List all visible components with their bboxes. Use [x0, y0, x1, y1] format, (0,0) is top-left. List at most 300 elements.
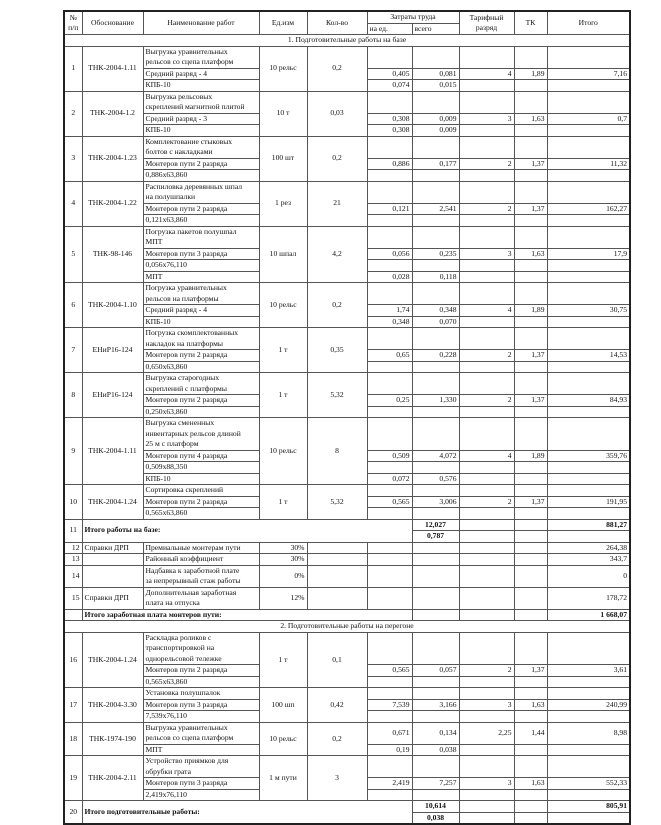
- row-total: 3,61: [547, 665, 630, 677]
- extra-row: [64, 542, 630, 554]
- row-unit: 10 рельс: [259, 46, 307, 91]
- labor-per-unit: 0,308: [367, 113, 412, 125]
- row-total: 30,75: [547, 305, 630, 317]
- grade: 3: [459, 778, 514, 790]
- grade: [459, 632, 514, 665]
- labor-total: [412, 789, 459, 801]
- section-title: 2. Подготовительные работы на перегоне: [64, 621, 630, 633]
- tk-coef: [514, 756, 547, 778]
- row-total: 7,16: [547, 68, 630, 80]
- labor-total: 0,015: [412, 80, 459, 92]
- grade: 2: [459, 665, 514, 677]
- tk-coef: 1,63: [514, 699, 547, 711]
- grade: [459, 215, 514, 227]
- row-total: [547, 283, 630, 305]
- work-name: Средний разряд - 3: [143, 113, 259, 125]
- work-name: Монтеров пути 3 разряда: [143, 778, 259, 790]
- row-number: 13: [64, 554, 82, 566]
- row-total: 17,9: [547, 248, 630, 260]
- header-labor-total: всего: [412, 23, 459, 35]
- empty-cell: [307, 542, 367, 554]
- row-total: [547, 215, 630, 227]
- tk-coef: [514, 80, 547, 92]
- labor-total: 0,228: [412, 350, 459, 362]
- labor-total: [412, 406, 459, 418]
- row-number: 7: [64, 328, 82, 373]
- grade: [459, 373, 514, 395]
- tk-coef: 1,37: [514, 158, 547, 170]
- empty-cell: [459, 587, 514, 609]
- table-row: [64, 328, 630, 350]
- tk-coef: [514, 812, 547, 824]
- row-total: 359,76: [547, 450, 630, 462]
- labor-per-unit: [367, 711, 412, 723]
- tk-coef: 1,37: [514, 395, 547, 407]
- row-qty: 0,42: [307, 688, 367, 723]
- work-name: 0,886x63,860: [143, 170, 259, 182]
- empty-cell: [514, 587, 547, 609]
- row-code: ТНК-2004-1.24: [82, 632, 143, 688]
- tk-coef: 1,89: [514, 305, 547, 317]
- labor-total: 7,257: [412, 778, 459, 790]
- work-name: Средний разряд - 4: [143, 305, 259, 317]
- tk-coef: [514, 789, 547, 801]
- row-total: 84,93: [547, 395, 630, 407]
- empty-cell: [459, 542, 514, 554]
- row-total: [547, 136, 630, 158]
- grade: [459, 609, 514, 621]
- grade: 2: [459, 203, 514, 215]
- grade: 3: [459, 113, 514, 125]
- row-unit: 1 рез: [259, 181, 307, 226]
- empty-cell: [459, 554, 514, 566]
- row-number: 17: [64, 688, 82, 723]
- labor-per-unit: [367, 373, 412, 395]
- total-row: [64, 801, 630, 813]
- work-name: Монтеров пути 4 разряда: [143, 450, 259, 462]
- empty-cell: [367, 542, 412, 554]
- row-number: 19: [64, 756, 82, 801]
- row-total: 240,99: [547, 699, 630, 711]
- table-row: [64, 418, 630, 451]
- row-total: [547, 744, 630, 756]
- labor-total: [412, 418, 459, 451]
- extra-row: [64, 554, 630, 566]
- tk-coef: [514, 519, 547, 531]
- row-total: [547, 373, 630, 395]
- grade: 2: [459, 496, 514, 508]
- labor-total: 2,541: [412, 203, 459, 215]
- work-name: Погрузка пакетов полушпал МПТ: [143, 226, 259, 248]
- labor-per-unit: [367, 508, 412, 520]
- labor-total: [412, 632, 459, 665]
- grade: [459, 170, 514, 182]
- row-total: [547, 406, 630, 418]
- grade: [459, 462, 514, 474]
- work-name: Раскладка роликов с транспортировкой на однорельсовой тележке: [143, 632, 259, 665]
- empty-cell: [514, 565, 547, 587]
- row-percent: 30%: [259, 554, 307, 566]
- labor-per-unit: [367, 756, 412, 778]
- tk-coef: [514, 632, 547, 665]
- row-code: [82, 565, 143, 587]
- labor-total: [412, 91, 459, 113]
- tk-coef: [514, 271, 547, 283]
- tk-coef: [514, 609, 547, 621]
- row-number: [64, 609, 82, 621]
- work-name: Выгрузка уравнительных рельсов со сцепа платформ: [143, 46, 259, 68]
- row-total: [547, 508, 630, 520]
- work-name: Районный коэффициент: [143, 554, 259, 566]
- labor-total: 0,348: [412, 305, 459, 317]
- section-title: 1. Подготовительные работы на базе: [64, 35, 630, 47]
- grade: [459, 91, 514, 113]
- work-name: 2,419x76,110: [143, 789, 259, 801]
- work-name: Монтеров пути 2 разряда: [143, 203, 259, 215]
- row-number: 9: [64, 418, 82, 485]
- grade: [459, 756, 514, 778]
- labor-total: 0,038: [412, 812, 459, 824]
- labor-total: [412, 485, 459, 497]
- grade: 4: [459, 68, 514, 80]
- labor-total: 0,038: [412, 744, 459, 756]
- row-number: 20: [64, 801, 82, 825]
- row-unit: 10 рельс: [259, 722, 307, 756]
- row-number: 10: [64, 485, 82, 520]
- header-labor-unit: на ед.: [367, 23, 412, 35]
- labor-per-unit: 0,121: [367, 203, 412, 215]
- work-name: 0,650x63,860: [143, 361, 259, 373]
- row-unit: 10 т: [259, 91, 307, 136]
- labor-total: [412, 260, 459, 272]
- row-qty: 3: [307, 756, 367, 801]
- labor-per-unit: [367, 462, 412, 474]
- grade: 2: [459, 350, 514, 362]
- work-name: 0,250x63,860: [143, 406, 259, 418]
- total-label: Итого работы на базе:: [82, 519, 412, 542]
- grade: 4: [459, 305, 514, 317]
- labor-per-unit: [367, 361, 412, 373]
- work-name: КПБ-10: [143, 316, 259, 328]
- row-code: ТНК-2004-1.24: [82, 485, 143, 520]
- row-percent: 0%: [259, 565, 307, 587]
- grade: [459, 744, 514, 756]
- grade: [459, 181, 514, 203]
- labor-per-unit: [367, 181, 412, 203]
- row-code: ТНК-2004-1.11: [82, 46, 143, 91]
- row-qty: 5,32: [307, 485, 367, 520]
- labor-per-unit: [367, 46, 412, 68]
- row-number: 8: [64, 373, 82, 418]
- labor-total: [412, 676, 459, 688]
- row-code: ЕНиР16-124: [82, 328, 143, 373]
- extra-row: [64, 565, 630, 587]
- labor-per-unit: [367, 283, 412, 305]
- row-total: [547, 485, 630, 497]
- tk-coef: [514, 316, 547, 328]
- labor-per-unit: 0,056: [367, 248, 412, 260]
- grade: [459, 46, 514, 68]
- work-name: Установка полушпалок: [143, 688, 259, 700]
- table-row: [64, 226, 630, 248]
- labor-total: 10,614: [412, 801, 459, 813]
- row-total: [547, 711, 630, 723]
- row-unit: 10 шпал: [259, 226, 307, 283]
- tk-coef: [514, 260, 547, 272]
- row-qty: 0,2: [307, 46, 367, 91]
- labor-total: 0,081: [412, 68, 459, 80]
- row-unit: 1 т: [259, 485, 307, 520]
- row-qty: 0,2: [307, 722, 367, 756]
- row-unit: 10 рельс: [259, 283, 307, 328]
- empty-cell: [412, 587, 459, 609]
- tk-coef: [514, 688, 547, 700]
- tk-coef: [514, 531, 547, 543]
- row-code: ТНК-2004-1.22: [82, 181, 143, 226]
- labor-per-unit: 0,028: [367, 271, 412, 283]
- row-unit: 1 т: [259, 373, 307, 418]
- tk-coef: 1,63: [514, 248, 547, 260]
- work-name: Монтеров пути 3 разряда: [143, 248, 259, 260]
- work-name: Погрузка скомплектованных накладок на платформы: [143, 328, 259, 350]
- work-name: КПБ-10: [143, 473, 259, 485]
- row-total: 1 668,07: [547, 609, 630, 621]
- total-label: Итого подготовительные работы:: [82, 801, 412, 825]
- grade: [459, 316, 514, 328]
- row-code: ТНК-1974-190: [82, 722, 143, 756]
- row-total: 0: [547, 565, 630, 587]
- row-qty: 0,2: [307, 136, 367, 181]
- row-total: 552,33: [547, 778, 630, 790]
- labor-per-unit: 0,25: [367, 395, 412, 407]
- row-code: Справки ДРП: [82, 587, 143, 609]
- section-row: [64, 621, 630, 633]
- work-name: 0,056x76,110: [143, 260, 259, 272]
- grade: [459, 789, 514, 801]
- row-unit: 10 рельс: [259, 418, 307, 485]
- tk-coef: [514, 406, 547, 418]
- labor-total: 0,134: [412, 722, 459, 744]
- work-name: Монтеров пути 3 разряда: [143, 699, 259, 711]
- labor-per-unit: 0,308: [367, 125, 412, 137]
- row-number: 5: [64, 226, 82, 283]
- row-unit: 1 т: [259, 632, 307, 688]
- row-code: ТНК-98-146: [82, 226, 143, 283]
- grade: [459, 711, 514, 723]
- grade: 3: [459, 699, 514, 711]
- labor-per-unit: [367, 789, 412, 801]
- grade: 2: [459, 158, 514, 170]
- grade: [459, 283, 514, 305]
- tk-coef: [514, 744, 547, 756]
- tk-coef: 1,37: [514, 496, 547, 508]
- work-name: КПБ-10: [143, 125, 259, 137]
- empty-cell: [367, 587, 412, 609]
- estimate-table: [63, 10, 631, 825]
- tk-coef: [514, 136, 547, 158]
- labor-total: [412, 226, 459, 248]
- row-total: [547, 531, 630, 543]
- row-qty: 5,32: [307, 373, 367, 418]
- labor-total: 0,576: [412, 473, 459, 485]
- row-code: ТНК-2004-1.11: [82, 418, 143, 485]
- empty-cell: [307, 565, 367, 587]
- labor-per-unit: [367, 485, 412, 497]
- labor-total: [412, 136, 459, 158]
- labor-per-unit: 0,405: [367, 68, 412, 80]
- tk-coef: [514, 91, 547, 113]
- tk-coef: 1,89: [514, 68, 547, 80]
- header-labor: Затраты труда: [367, 11, 459, 23]
- table-row: [64, 46, 630, 68]
- row-number: 1: [64, 46, 82, 91]
- row-total: 14,53: [547, 350, 630, 362]
- tk-coef: [514, 125, 547, 137]
- empty-cell: [307, 587, 367, 609]
- labor-total: [412, 373, 459, 395]
- table-row: [64, 283, 630, 305]
- labor-total: [412, 361, 459, 373]
- labor-total: 1,330: [412, 395, 459, 407]
- row-total: [547, 676, 630, 688]
- row-code: Справки ДРП: [82, 542, 143, 554]
- labor-per-unit: [367, 136, 412, 158]
- grade: [459, 328, 514, 350]
- empty-cell: [412, 554, 459, 566]
- header-total: Итого: [547, 11, 630, 35]
- row-total: 264,38: [547, 542, 630, 554]
- tk-coef: 1,63: [514, 778, 547, 790]
- row-total: 8,98: [547, 722, 630, 744]
- grade: 2: [459, 395, 514, 407]
- work-name: Выгрузка смененных инвентарных рельсов длиной 25 м с платформ: [143, 418, 259, 451]
- row-number: 15: [64, 587, 82, 609]
- labor-total: [412, 283, 459, 305]
- row-qty: 4,2: [307, 226, 367, 283]
- labor-per-unit: [367, 632, 412, 665]
- row-number: 18: [64, 722, 82, 756]
- labor-total: [412, 215, 459, 227]
- labor-total: [412, 711, 459, 723]
- labor-per-unit: 2,419: [367, 778, 412, 790]
- row-total: [547, 462, 630, 474]
- row-qty: 0,03: [307, 91, 367, 136]
- grade: [459, 473, 514, 485]
- labor-total: [412, 170, 459, 182]
- table-row: [64, 181, 630, 203]
- row-code: ТНК-2004-1.23: [82, 136, 143, 181]
- row-total: [547, 170, 630, 182]
- labor-per-unit: [367, 406, 412, 418]
- work-name: Распиловка деревянных шпал на полушпалки: [143, 181, 259, 203]
- table-row: [64, 485, 630, 497]
- work-name: Дополнительная заработная плата на отпуска: [143, 587, 259, 609]
- tk-coef: [514, 46, 547, 68]
- work-name: 7,539x76,110: [143, 711, 259, 723]
- row-total: 162,27: [547, 203, 630, 215]
- labor-total: 0,009: [412, 113, 459, 125]
- header-num: № п/п: [64, 11, 82, 35]
- row-total: [547, 756, 630, 778]
- row-total: [547, 812, 630, 824]
- work-name: Выгрузка старогодных скреплений с платформы: [143, 373, 259, 395]
- work-name: 0,565x63,860: [143, 508, 259, 520]
- labor-per-unit: 0,074: [367, 80, 412, 92]
- tk-coef: [514, 170, 547, 182]
- labor-total: 12,027: [412, 519, 459, 531]
- empty-cell: [367, 554, 412, 566]
- row-total: [547, 688, 630, 700]
- empty-cell: [367, 565, 412, 587]
- header-unit: Ед.изм: [259, 11, 307, 35]
- row-number: 14: [64, 565, 82, 587]
- row-total: [547, 91, 630, 113]
- row-total: 881,27: [547, 519, 630, 531]
- row-percent: 12%: [259, 587, 307, 609]
- row-total: [547, 181, 630, 203]
- labor-total: [412, 46, 459, 68]
- grade: [459, 260, 514, 272]
- header-code: Обоснование: [82, 11, 143, 35]
- row-total: [547, 473, 630, 485]
- row-qty: 0,35: [307, 328, 367, 373]
- grade: [459, 688, 514, 700]
- row-qty: 0,2: [307, 283, 367, 328]
- work-name: Монтеров пути 2 разряда: [143, 158, 259, 170]
- row-code: ТНК-2004-3.30: [82, 688, 143, 723]
- work-name: МПТ: [143, 271, 259, 283]
- work-name: КПБ-10: [143, 80, 259, 92]
- labor-total: [412, 756, 459, 778]
- labor-per-unit: [367, 226, 412, 248]
- row-total: [547, 271, 630, 283]
- labor-per-unit: 0,671: [367, 722, 412, 744]
- row-unit: 100 шп: [259, 688, 307, 723]
- row-code: ЕНиР16-124: [82, 373, 143, 418]
- tk-coef: 1,63: [514, 113, 547, 125]
- table-row: [64, 91, 630, 113]
- header-tk: ТК: [514, 11, 547, 35]
- row-total: [547, 328, 630, 350]
- labor-total: 0,118: [412, 271, 459, 283]
- labor-per-unit: 0,348: [367, 316, 412, 328]
- empty-cell: [514, 554, 547, 566]
- labor-per-unit: 7,539: [367, 699, 412, 711]
- tk-coef: [514, 373, 547, 395]
- row-total: 0,7: [547, 113, 630, 125]
- labor-total: [412, 688, 459, 700]
- row-total: 343,7: [547, 554, 630, 566]
- labor-total: 3,006: [412, 496, 459, 508]
- row-qty: 8: [307, 418, 367, 485]
- tk-coef: [514, 801, 547, 813]
- grade: [459, 531, 514, 543]
- row-total: [547, 125, 630, 137]
- grade: 2,25: [459, 722, 514, 744]
- grade: [459, 226, 514, 248]
- tk-coef: [514, 215, 547, 227]
- tk-coef: [514, 418, 547, 451]
- labor-per-unit: [367, 91, 412, 113]
- tk-coef: 1,37: [514, 665, 547, 677]
- tk-coef: [514, 283, 547, 305]
- tk-coef: 1,37: [514, 350, 547, 362]
- work-name: Средний разряд - 4: [143, 68, 259, 80]
- table-row: [64, 136, 630, 158]
- grade: [459, 136, 514, 158]
- row-number: 11: [64, 519, 82, 542]
- tk-coef: [514, 473, 547, 485]
